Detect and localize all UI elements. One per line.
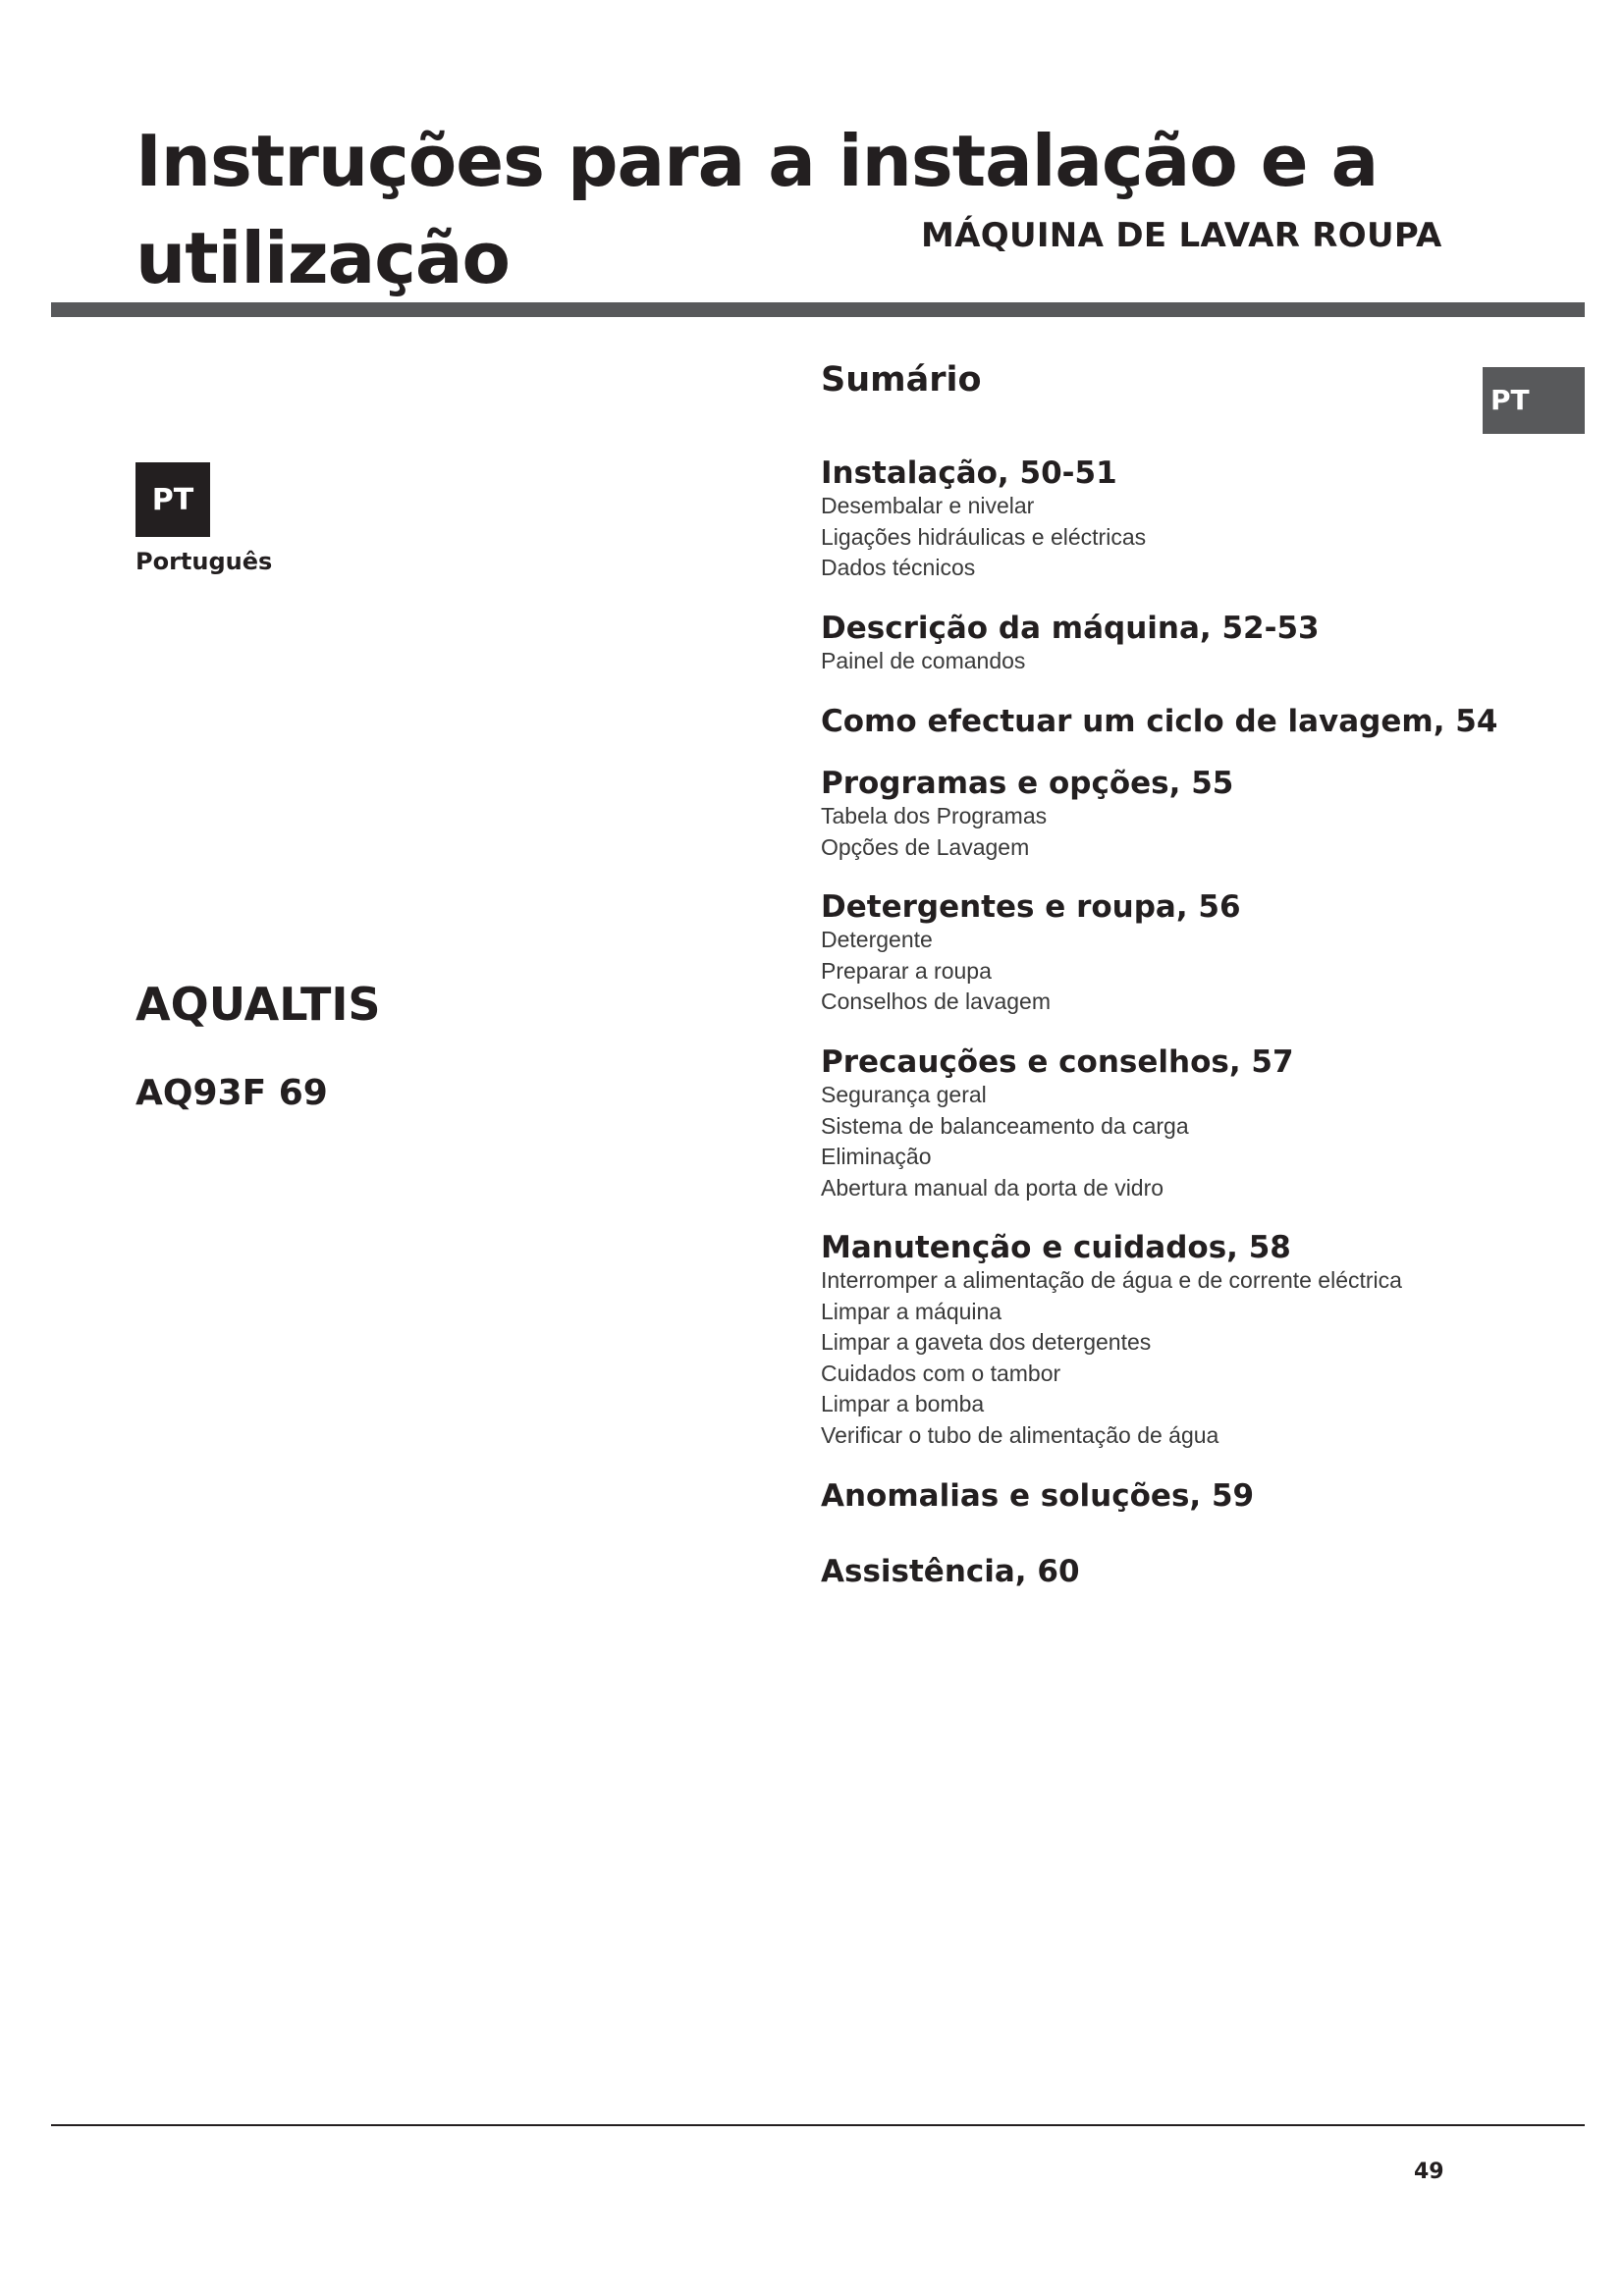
toc-subitem: Cuidados com o tambor xyxy=(821,1360,1061,1386)
toc-subitem: Interromper a alimentação de água e de corrente eléctrica xyxy=(821,1267,1402,1293)
toc-subitem: Dados técnicos xyxy=(821,555,976,580)
page-number: 49 xyxy=(1414,2160,1444,2184)
toc-subitem: Sistema de balanceamento da carga xyxy=(821,1112,1189,1139)
header-divider-bar xyxy=(51,302,1585,317)
toc-section-title[interactable]: Assistência, 60 xyxy=(821,1554,1080,1589)
document-subtitle: MÁQUINA DE LAVAR ROUPA xyxy=(921,216,1442,255)
toc-section xyxy=(821,889,1587,1018)
toc-section xyxy=(821,766,1587,863)
toc-subitem: Limpar a máquina xyxy=(821,1298,1002,1324)
toc-heading: Sumário xyxy=(821,360,982,400)
toc-section-title[interactable]: Como efectuar um ciclo de lavagem, 54 xyxy=(821,704,1498,739)
toc-section xyxy=(821,455,1587,584)
toc-subitem: Segurança geral xyxy=(821,1082,987,1107)
toc-subitem: Painel de comandos xyxy=(821,648,1026,673)
toc-section-title[interactable]: Precauções e conselhos, 57 xyxy=(821,1044,1294,1080)
toc-subitem: Limpar a gaveta dos detergentes xyxy=(821,1329,1152,1355)
toc-subitem: Opções de Lavagem xyxy=(821,833,1030,860)
toc-subitem: Abertura manual da porta de vidro xyxy=(821,1174,1164,1201)
toc-section-title[interactable]: Anomalias e soluções, 59 xyxy=(821,1478,1255,1514)
toc-section xyxy=(821,1044,1587,1203)
toc-section xyxy=(821,611,1587,677)
toc-section-title[interactable]: Detergentes e roupa, 56 xyxy=(821,889,1241,925)
toc-subitem: Ligações hidráulicas e eléctricas xyxy=(821,523,1147,550)
document-title-line-1: Instruções para a instalação e a xyxy=(135,120,1379,202)
toc-subitem: Limpar a bomba xyxy=(821,1391,985,1416)
toc-section-title[interactable]: Instalação, 50-51 xyxy=(821,455,1117,491)
toc-section xyxy=(821,1478,1587,1514)
toc-subitem: Tabela dos Programas xyxy=(821,803,1048,828)
product-model: AQ93F 69 xyxy=(135,1073,328,1113)
toc-subitem: Eliminação xyxy=(821,1144,932,1169)
toc-section-title[interactable]: Programas e opções, 55 xyxy=(821,766,1234,801)
toc-subitem: Desembalar e nivelar xyxy=(821,493,1035,518)
footer-divider xyxy=(51,2124,1585,2126)
toc-section xyxy=(821,1230,1587,1451)
toc-subitem: Verificar o tubo de alimentação de água xyxy=(821,1421,1219,1448)
toc-section-title[interactable]: Manutenção e cuidados, 58 xyxy=(821,1230,1291,1265)
toc-subitem: Detergente xyxy=(821,927,933,952)
toc-section xyxy=(821,704,1587,739)
toc-subitem: Conselhos de lavagem xyxy=(821,988,1051,1014)
language-label: Português xyxy=(135,548,273,575)
language-side-tab: PT xyxy=(1483,367,1585,434)
toc-subitem: Preparar a roupa xyxy=(821,957,992,984)
language-badge: PT xyxy=(135,462,210,537)
document-title-line-2: utilização xyxy=(135,217,510,299)
toc-section xyxy=(821,1554,1587,1589)
product-brand: AQUALTIS xyxy=(135,978,381,1031)
toc-section-title[interactable]: Descrição da máquina, 52-53 xyxy=(821,611,1320,646)
